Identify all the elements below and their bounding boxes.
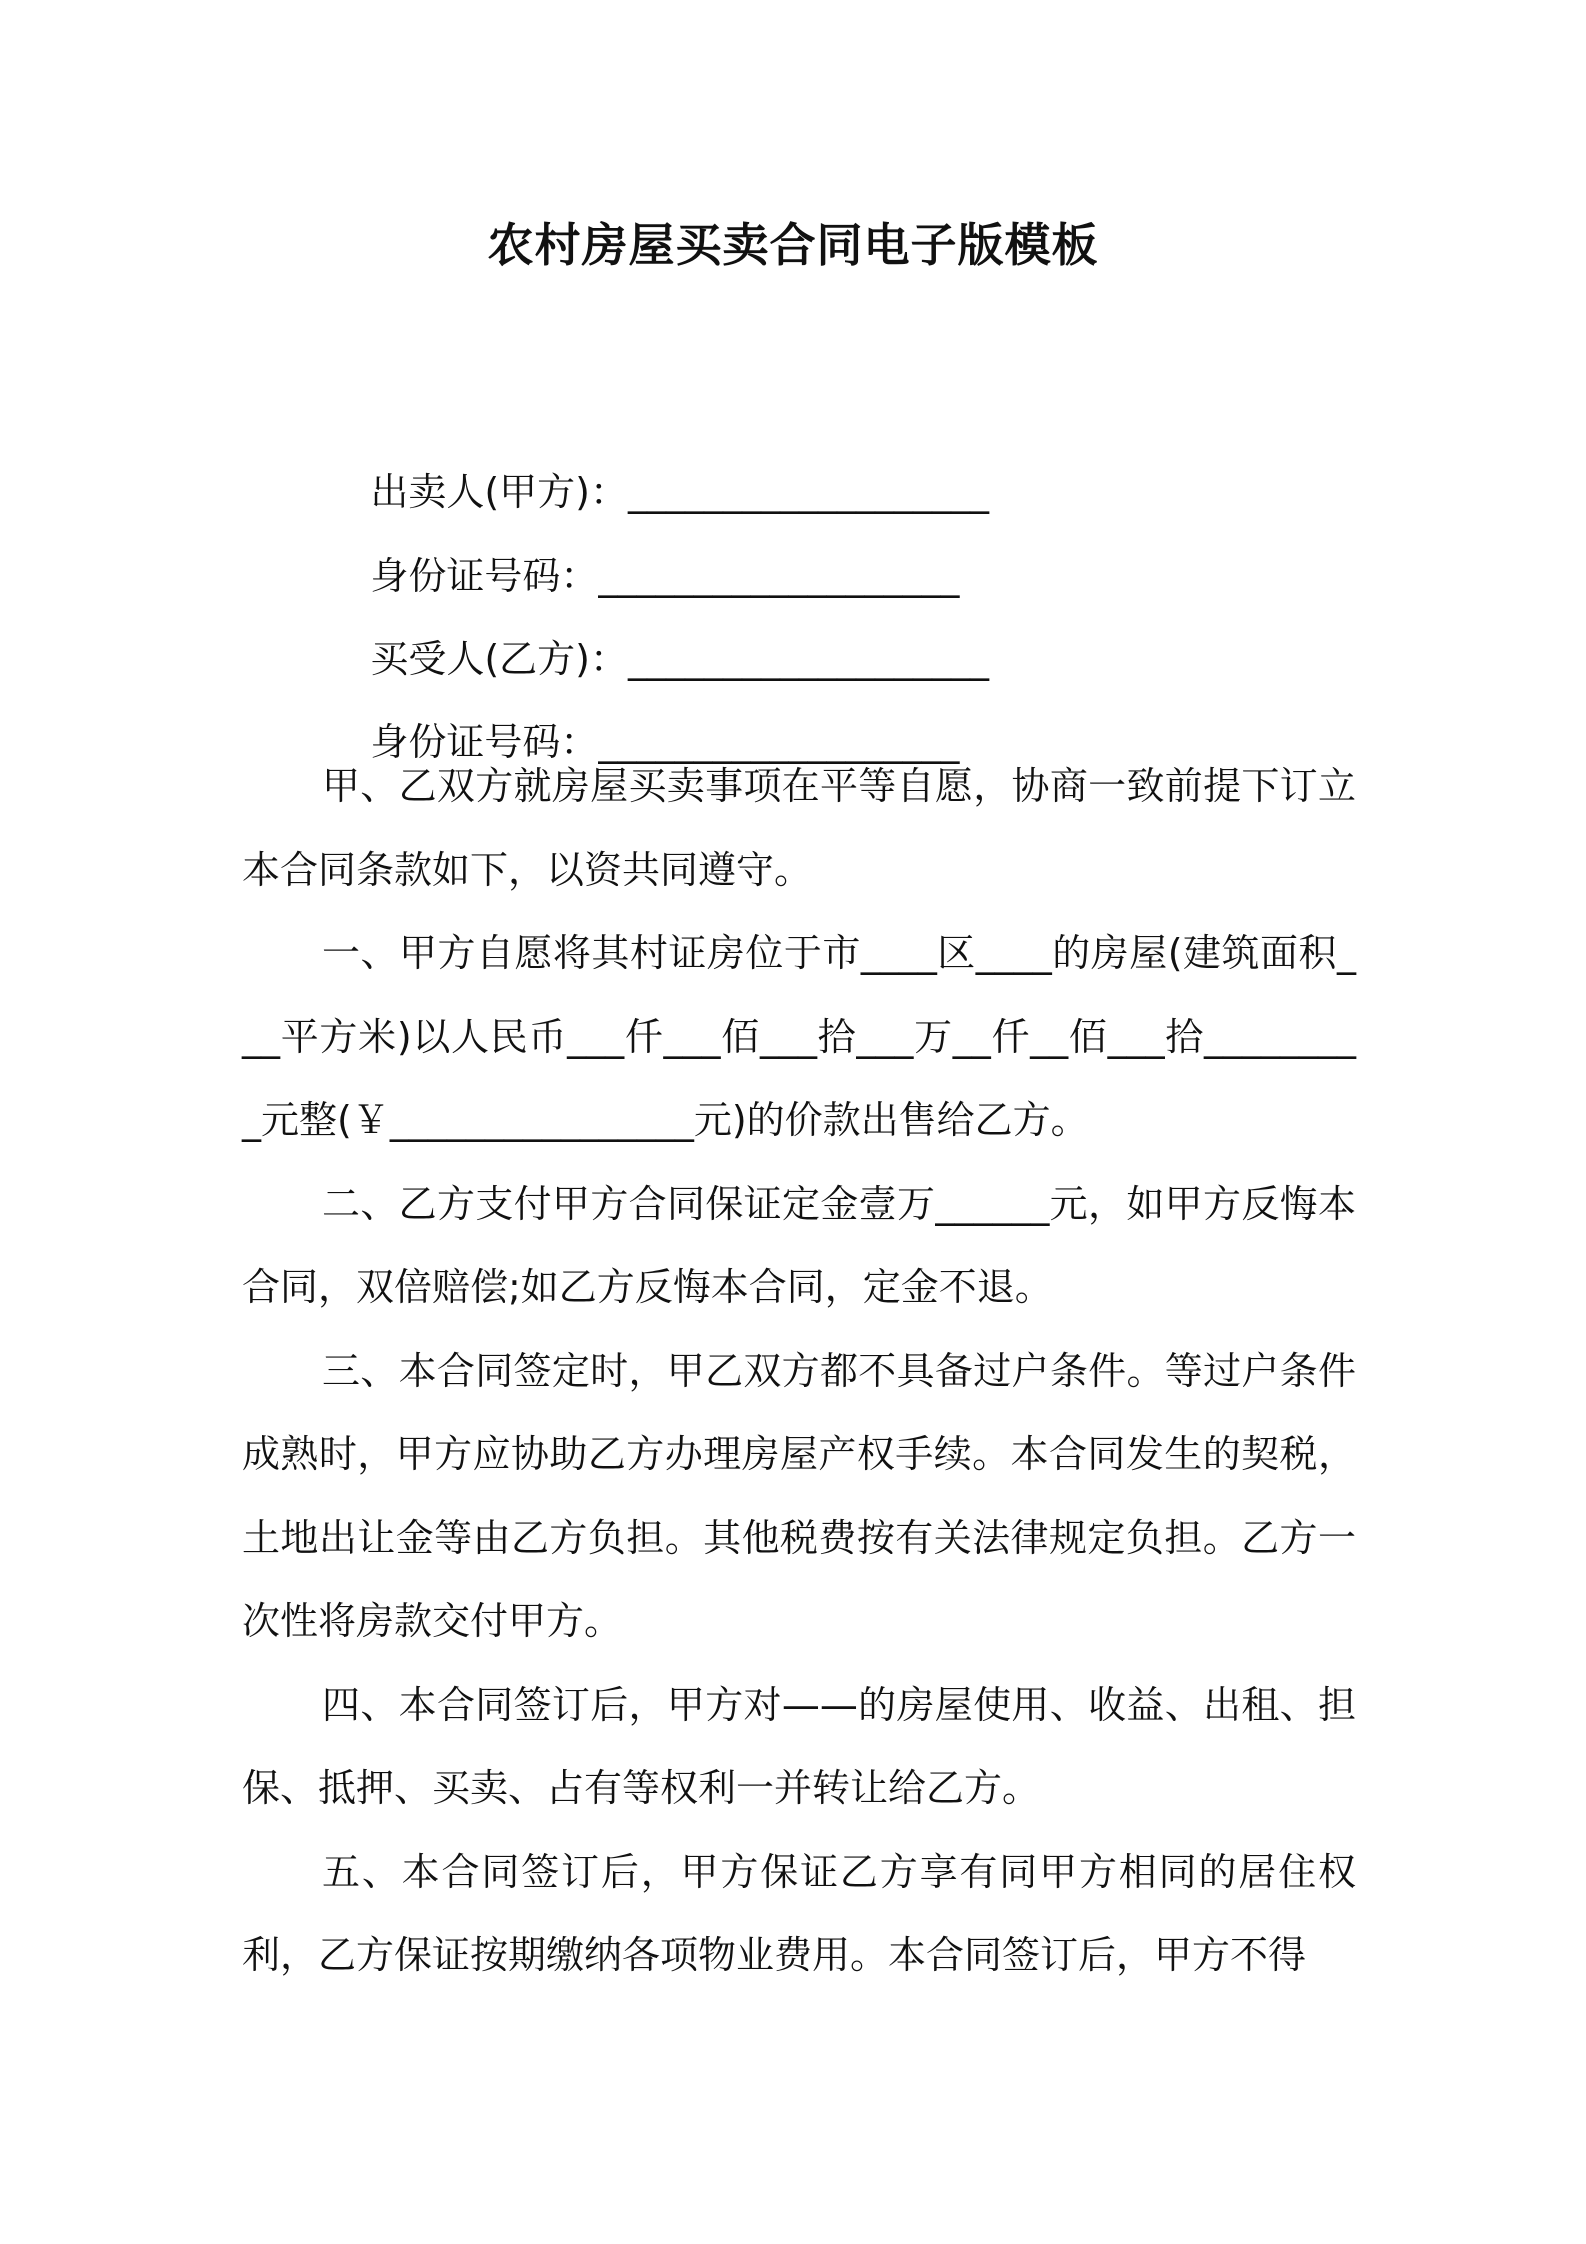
- clause-2: 二、乙方支付甲方合同保证定金壹万______元，如甲方反悔本合同，双倍赔偿;如乙方反悔本合同，定金不退。: [242, 1181, 1356, 1309]
- seller-id-label: 身份证号码：: [370, 554, 599, 598]
- document-title: 农村房屋买卖合同电子版模板: [487, 218, 1099, 272]
- intro-paragraph: 甲、乙双方就房屋买卖事项在平等自愿，协商一致前提下订立本合同条款如下，以资共同遵守。: [242, 764, 1356, 892]
- seller-label: 出卖人(甲方)：: [370, 470, 628, 514]
- buyer-id-blank: ___________________: [598, 720, 960, 764]
- seller-id-blank: ___________________: [598, 554, 960, 598]
- buyer-label: 买受人(乙方)：: [370, 637, 628, 681]
- clause-3: 三、本合同签定时，甲乙双方都不具备过户条件。等过户条件成熟时，甲方应协助乙方办理房屋产权手续。本合同发生的契税，土地出让金等由乙方负担。其他税费按有关法律规定负担。乙方一次性将房款交付甲方。: [242, 1348, 1356, 1643]
- clause-1: 一、甲方自愿将其村证房位于市____区____的房屋(建筑面积___平方米)以人民币___仟___佰___拾___万__仟__佰___拾_________元整(￥________________元)的价款出售给乙方。: [242, 931, 1356, 1142]
- seller-blank: ___________________: [627, 470, 989, 514]
- clause-4: 四、本合同签订后，甲方对——的房屋使用、收益、出租、担保、抵押、买卖、占有等权利一并转让给乙方。: [242, 1682, 1356, 1810]
- buyer-blank: ___________________: [627, 637, 989, 681]
- clause-5: 五、本合同签订后，甲方保证乙方享有同甲方相同的居住权利，乙方保证按期缴纳各项物业费用。本合同签订后，甲方不得: [242, 1849, 1356, 1977]
- buyer-id-label: 身份证号码：: [370, 720, 599, 764]
- contract-body: [242, 745, 1356, 1998]
